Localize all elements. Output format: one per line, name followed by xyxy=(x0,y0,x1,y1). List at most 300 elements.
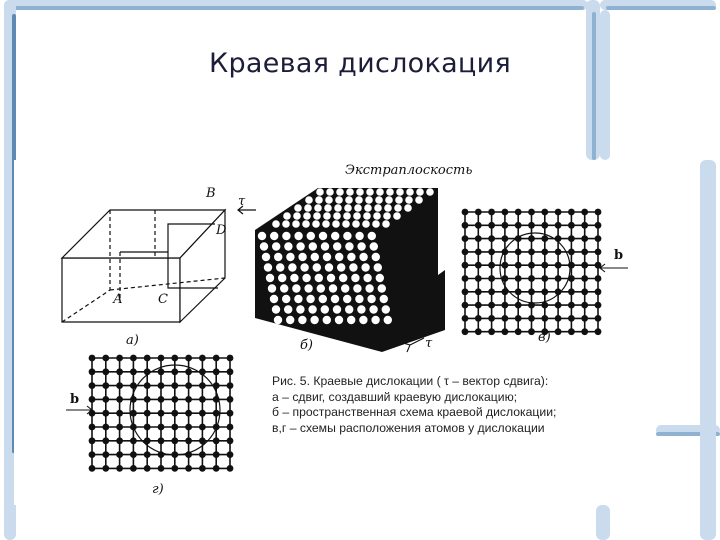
atom-dot xyxy=(130,437,137,444)
atom-dot xyxy=(227,465,234,472)
atom-dot xyxy=(213,410,220,417)
atom-dot xyxy=(323,253,331,261)
label-vec-b-2: b xyxy=(70,392,80,407)
atom-dot xyxy=(361,263,369,271)
atom-dot xyxy=(380,295,388,303)
atom-dot xyxy=(357,305,365,313)
atom-dot xyxy=(344,204,352,212)
atom-dot xyxy=(369,305,377,313)
atom-dot xyxy=(515,288,522,295)
atom-dot xyxy=(227,424,234,431)
atom-dot xyxy=(595,328,602,335)
atom-dot xyxy=(322,220,330,228)
atom-dot xyxy=(227,451,234,458)
atom-dot xyxy=(568,328,575,335)
label-A: А xyxy=(113,292,123,307)
atom-dot xyxy=(462,262,469,269)
atom-dot xyxy=(475,222,482,229)
atom-dot xyxy=(396,188,404,196)
atom-dot xyxy=(227,382,234,389)
atom-dot xyxy=(325,196,333,204)
atom-dot xyxy=(395,196,403,204)
atom-dot xyxy=(528,249,535,256)
atom-dot xyxy=(227,368,234,375)
atom-dot xyxy=(304,284,312,292)
atom-dot xyxy=(199,465,206,472)
atom-dot xyxy=(515,315,522,322)
atom-dot xyxy=(185,396,192,403)
atom-dot xyxy=(394,204,402,212)
atom-dot xyxy=(278,274,286,282)
atom-dot xyxy=(294,295,302,303)
atom-dot xyxy=(185,465,192,472)
atom-dot xyxy=(343,295,351,303)
atom-dot xyxy=(345,242,353,250)
label-C: С xyxy=(158,292,168,307)
atom-dot xyxy=(102,437,109,444)
atom-dot xyxy=(116,410,123,417)
atom-dot xyxy=(502,235,509,242)
atom-dot xyxy=(502,262,509,269)
atom-dot xyxy=(515,328,522,335)
atom-dot xyxy=(502,328,509,335)
atom-dot xyxy=(262,253,270,261)
atom-dot xyxy=(171,382,178,389)
label-b: б) xyxy=(300,338,314,353)
atom-dot xyxy=(370,242,378,250)
atom-dot xyxy=(185,437,192,444)
atom-dot xyxy=(384,316,392,324)
atom-dot xyxy=(270,232,278,240)
atom-dot xyxy=(116,437,123,444)
atom-dot xyxy=(282,295,290,303)
atom-dot xyxy=(334,204,342,212)
atom-dot xyxy=(158,424,165,431)
atom-dot xyxy=(359,253,367,261)
atom-dot xyxy=(502,315,509,322)
label-g: г) xyxy=(152,482,164,497)
atom-dot xyxy=(158,465,165,472)
atom-dot xyxy=(568,288,575,295)
atom-dot xyxy=(581,209,588,216)
atom-dot xyxy=(89,382,96,389)
atom-dot xyxy=(283,212,291,220)
atom-dot xyxy=(89,465,96,472)
atom-dot xyxy=(331,295,339,303)
atom-dot xyxy=(345,196,353,204)
atom-dot xyxy=(462,328,469,335)
atom-dot xyxy=(568,222,575,229)
atom-dot xyxy=(116,465,123,472)
atom-dot xyxy=(286,316,294,324)
atom-dot xyxy=(258,232,266,240)
atom-dot xyxy=(541,262,548,269)
atom-dot xyxy=(89,355,96,362)
atom-dot xyxy=(359,316,367,324)
atom-dot xyxy=(515,302,522,309)
atom-dot xyxy=(568,235,575,242)
atom-dot xyxy=(333,242,341,250)
atom-dot xyxy=(515,249,522,256)
atom-dot xyxy=(528,328,535,335)
atom-dot xyxy=(319,295,327,303)
atom-dot xyxy=(555,328,562,335)
atom-dot xyxy=(331,232,339,240)
atom-dot xyxy=(356,188,364,196)
atom-dot xyxy=(372,253,380,261)
atom-dot xyxy=(515,209,522,216)
atom-dot xyxy=(298,253,306,261)
atom-dot xyxy=(332,220,340,228)
atom-dot xyxy=(144,424,151,431)
atom-dot xyxy=(382,220,390,228)
atom-dot xyxy=(488,275,495,282)
atom-dot xyxy=(326,188,334,196)
atom-dot xyxy=(298,316,306,324)
atom-dot xyxy=(325,263,333,271)
atom-dot xyxy=(343,212,351,220)
atom-dot xyxy=(324,204,332,212)
atom-dot xyxy=(213,368,220,375)
atom-dot xyxy=(144,396,151,403)
atom-dot xyxy=(309,242,317,250)
caption-line: Рис. 5. Краевые дислокации ( τ – вектор сдвига): xyxy=(272,374,549,388)
atom-dot xyxy=(227,437,234,444)
atom-dot xyxy=(384,204,392,212)
atom-dot xyxy=(347,253,355,261)
extra-plane-label: Экстраплоскость xyxy=(345,163,473,178)
label-a: а) xyxy=(126,333,139,348)
atom-dot xyxy=(116,382,123,389)
atom-grid-v xyxy=(462,209,602,336)
atom-dot xyxy=(595,209,602,216)
atom-dot xyxy=(89,368,96,375)
atom-dot xyxy=(227,355,234,362)
atom-dot xyxy=(313,212,321,220)
atom-dot xyxy=(102,451,109,458)
atom-dot xyxy=(185,382,192,389)
atom-dot xyxy=(144,410,151,417)
atom-dot xyxy=(462,302,469,309)
atom-dot xyxy=(321,242,329,250)
atom-dot xyxy=(581,235,588,242)
atom-dot xyxy=(488,222,495,229)
atom-dot xyxy=(102,368,109,375)
atom-dot xyxy=(404,204,412,212)
atom-dot xyxy=(102,355,109,362)
atom-dot xyxy=(595,249,602,256)
caption-line: а – сдвиг, создавший краевую дислокацию; xyxy=(272,389,518,404)
atom-dot xyxy=(199,424,206,431)
atom-dot xyxy=(555,262,562,269)
atom-dot xyxy=(362,220,370,228)
atom-dot xyxy=(595,302,602,309)
atom-dot xyxy=(171,465,178,472)
atom-dot xyxy=(315,274,323,282)
atom-dot xyxy=(581,315,588,322)
atom-dot xyxy=(327,274,335,282)
atom-dot xyxy=(144,382,151,389)
atom-dot xyxy=(272,305,280,313)
atom-dot xyxy=(515,222,522,229)
atom-dot xyxy=(282,232,290,240)
atom-dot xyxy=(502,302,509,309)
atom-dot xyxy=(475,249,482,256)
atom-dot xyxy=(130,355,137,362)
atom-dot xyxy=(353,284,361,292)
atom-dot xyxy=(329,284,337,292)
atom-dot xyxy=(363,274,371,282)
atom-dot xyxy=(528,235,535,242)
atom-dot xyxy=(308,305,316,313)
atom-dot xyxy=(286,253,294,261)
atom-dot xyxy=(555,275,562,282)
atom-dot xyxy=(227,410,234,417)
atom-dot xyxy=(296,305,304,313)
atom-dot xyxy=(345,305,353,313)
atom-dot xyxy=(354,204,362,212)
atom-dot xyxy=(199,451,206,458)
atom-dot xyxy=(323,212,331,220)
atom-dot xyxy=(300,263,308,271)
atom-dot xyxy=(462,315,469,322)
atom-dot xyxy=(488,328,495,335)
atom-dot xyxy=(581,302,588,309)
atom-dot xyxy=(555,249,562,256)
atom-dot xyxy=(383,212,391,220)
atom-dot xyxy=(130,410,137,417)
atom-dot xyxy=(385,196,393,204)
atom-dot xyxy=(335,253,343,261)
atom-dot xyxy=(171,410,178,417)
atom-dot xyxy=(292,220,300,228)
atom-dot xyxy=(272,242,280,250)
atom-dot xyxy=(276,263,284,271)
atom-dot xyxy=(595,222,602,229)
label-v: в) xyxy=(538,330,551,345)
atom-dot xyxy=(581,262,588,269)
atom-dot xyxy=(355,295,363,303)
atom-dot xyxy=(102,465,109,472)
atom-dot xyxy=(213,451,220,458)
atom-dot xyxy=(264,263,272,271)
atom-dot xyxy=(89,437,96,444)
atom-dot xyxy=(488,315,495,322)
atom-dot xyxy=(171,355,178,362)
atom-dot xyxy=(405,196,413,204)
atom-dot xyxy=(199,396,206,403)
atom-dot xyxy=(415,196,423,204)
atom-dot xyxy=(386,188,394,196)
label-tau-1: τ xyxy=(238,194,246,209)
atom-dot xyxy=(488,302,495,309)
caption-line: б – пространственная схема краевой дислокации; xyxy=(272,405,557,419)
atom-dot xyxy=(365,196,373,204)
atom-dot xyxy=(266,274,274,282)
atom-dot xyxy=(311,253,319,261)
atom-dot xyxy=(568,315,575,322)
atom-dot xyxy=(310,316,318,324)
atom-dot xyxy=(303,212,311,220)
atom-dot xyxy=(541,315,548,322)
atom-dot xyxy=(213,355,220,362)
atom-dot xyxy=(268,284,276,292)
atom-dot xyxy=(351,274,359,282)
atom-dot xyxy=(595,235,602,242)
atom-dot xyxy=(116,368,123,375)
atom-dot xyxy=(541,275,548,282)
atom-dot xyxy=(595,275,602,282)
atom-dot xyxy=(475,315,482,322)
atom-dot xyxy=(365,284,373,292)
atom-dot xyxy=(89,424,96,431)
atom-dot xyxy=(581,328,588,335)
atom-dot xyxy=(288,263,296,271)
atom-dot xyxy=(416,188,424,196)
atom-dot xyxy=(475,302,482,309)
atom-dot xyxy=(541,222,548,229)
atom-dot xyxy=(355,196,363,204)
atom-dot xyxy=(366,188,374,196)
atom-dot xyxy=(116,424,123,431)
atom-dot xyxy=(270,295,278,303)
atom-dot xyxy=(282,220,290,228)
atom-dot xyxy=(158,437,165,444)
atom-dot xyxy=(568,209,575,216)
atom-dot xyxy=(373,212,381,220)
atom-dot xyxy=(462,275,469,282)
atom-dot xyxy=(339,274,347,282)
atom-dot xyxy=(171,437,178,444)
atom-dot xyxy=(378,284,386,292)
atom-dot xyxy=(116,396,123,403)
atom-dot xyxy=(333,305,341,313)
atom-dot xyxy=(426,188,434,196)
atom-dot xyxy=(375,196,383,204)
atom-dot xyxy=(475,288,482,295)
atom-dot xyxy=(116,355,123,362)
atom-dot xyxy=(302,220,310,228)
atom-dot xyxy=(502,209,509,216)
atom-dot xyxy=(335,196,343,204)
atom-dot xyxy=(274,316,282,324)
atom-dot xyxy=(158,355,165,362)
atom-dot xyxy=(130,368,137,375)
atom-dot xyxy=(581,249,588,256)
atom-dot xyxy=(368,232,376,240)
atom-dot xyxy=(185,410,192,417)
atom-dot xyxy=(89,410,96,417)
atom-dot xyxy=(363,212,371,220)
atom-dot xyxy=(185,424,192,431)
atom-dot xyxy=(102,424,109,431)
atom-dot xyxy=(102,396,109,403)
atom-dot xyxy=(376,274,384,282)
atom-dot xyxy=(568,302,575,309)
atom-dot xyxy=(475,209,482,216)
figure-caption xyxy=(272,374,642,436)
atom-dot xyxy=(304,204,312,212)
atom-dot xyxy=(302,274,310,282)
atom-dot xyxy=(144,465,151,472)
atom-dot xyxy=(323,316,331,324)
atom-dot xyxy=(89,451,96,458)
atom-dot xyxy=(555,315,562,322)
atom-dot xyxy=(213,437,220,444)
atom-dot xyxy=(317,284,325,292)
atom-dot xyxy=(333,212,341,220)
atom-dot xyxy=(314,204,322,212)
atom-dot xyxy=(515,275,522,282)
atom-dot xyxy=(185,355,192,362)
atom-dot xyxy=(393,212,401,220)
atom-dot xyxy=(357,242,365,250)
atom-dot xyxy=(102,382,109,389)
atom-dot xyxy=(555,302,562,309)
atom-dot xyxy=(89,396,96,403)
atom-dot xyxy=(568,249,575,256)
atom-dot xyxy=(144,451,151,458)
atom-dot xyxy=(313,263,321,271)
atom-dot xyxy=(213,465,220,472)
atom-dot xyxy=(355,232,363,240)
atom-dot xyxy=(581,288,588,295)
atom-dot xyxy=(171,368,178,375)
atom-dot xyxy=(555,209,562,216)
atom-dot xyxy=(595,288,602,295)
label-D: D xyxy=(216,223,227,238)
atom-dot xyxy=(462,288,469,295)
atom-dot xyxy=(296,242,304,250)
atom-dot xyxy=(376,188,384,196)
label-vec-b-1: b xyxy=(614,248,624,263)
atom-dot xyxy=(199,355,206,362)
atom-dot xyxy=(488,209,495,216)
atom-dot xyxy=(528,222,535,229)
atom-dot xyxy=(260,242,268,250)
atom-dot xyxy=(158,396,165,403)
atom-dot xyxy=(342,220,350,228)
atom-dot xyxy=(290,274,298,282)
atom-dot xyxy=(293,212,301,220)
atom-dot xyxy=(346,188,354,196)
atom-dot xyxy=(349,263,357,271)
atom-dot xyxy=(312,220,320,228)
atom-dot xyxy=(321,305,329,313)
atom-dot xyxy=(319,232,327,240)
atom-dot xyxy=(274,253,282,261)
atom-dot xyxy=(462,222,469,229)
atom-dot xyxy=(307,232,315,240)
atom-dot xyxy=(171,396,178,403)
atom-dot xyxy=(382,305,390,313)
atom-dot xyxy=(284,305,292,313)
atom-dot xyxy=(528,262,535,269)
atom-dot xyxy=(316,188,324,196)
atom-dot xyxy=(284,242,292,250)
caption-line: в,г – схемы расположения атомов у дислокации xyxy=(272,420,545,435)
atom-dot xyxy=(336,188,344,196)
atom-dot xyxy=(374,263,382,271)
atom-dot xyxy=(199,410,206,417)
atom-dot xyxy=(158,368,165,375)
atom-dot xyxy=(488,235,495,242)
atom-dot xyxy=(488,262,495,269)
atom-dot xyxy=(102,410,109,417)
atom-dot xyxy=(227,396,234,403)
atom-dot xyxy=(528,275,535,282)
atom-dot xyxy=(347,316,355,324)
